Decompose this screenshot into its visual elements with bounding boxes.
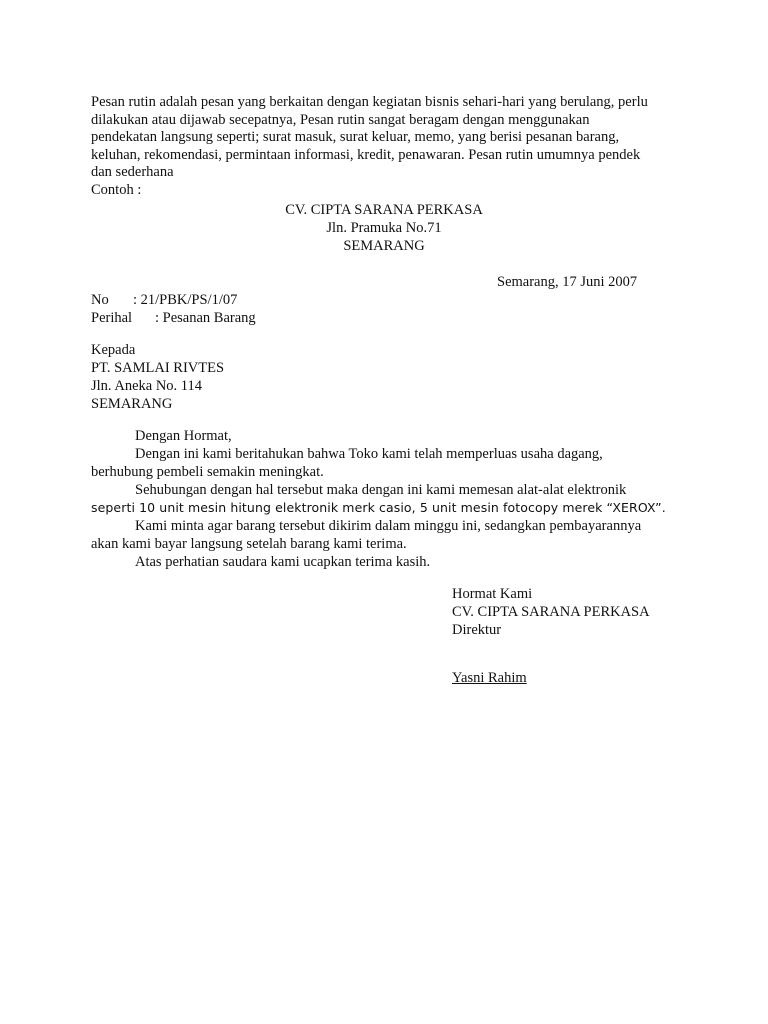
letter-subject-row (91, 309, 256, 327)
body-closing-line: Atas perhatian saudara kami ucapkan terima kasih. (135, 554, 431, 570)
signature-closing: Hormat Kami (452, 586, 533, 602)
letter-number-row (91, 291, 237, 309)
recipient-to-label: Kepada (91, 342, 136, 358)
intro-line: keluhan, rekomendasi, permintaan informasi, kredit, penawaran. Pesan rutin umumnya pendek (91, 146, 641, 163)
intro-line: pendekatan langsung seperti; surat masuk, surat keluar, memo, yang berisi pesanan barang, (91, 129, 620, 146)
signature-name: Yasni Rahim (452, 670, 527, 686)
body-line: Sehubungan dengan hal tersebut maka dengan ini kami memesan alat-alat elektronik (135, 482, 627, 498)
example-label: Contoh : (91, 181, 142, 198)
recipient-name: PT. SAMLAI RIVTES (91, 360, 225, 376)
body-line: Kami minta agar barang tersebut dikirim dalam minggu ini, sedangkan pembayarannya (135, 518, 642, 534)
letter-date: Semarang, 17 Juni 2007 (497, 274, 638, 290)
intro-paragraph (91, 94, 681, 200)
body-line: berhubung pembeli semakin meningkat. (91, 464, 324, 480)
intro-line: dilakukan atau dijawab secepatnya, Pesan rutin sangat beragam dengan menggunakan (91, 111, 590, 128)
body-line: seperti 10 unit mesin hitung elektronik merk casio, 5 unit mesin fotocopy merek “XEROX”. (91, 500, 666, 515)
letterhead-company: CV. CIPTA SARANA PERKASA (285, 202, 483, 218)
signature-title: Direktur (452, 622, 502, 638)
letter-number-label: No (91, 292, 109, 308)
letter-subject-label: Perihal (91, 310, 133, 326)
signature-company: CV. CIPTA SARANA PERKASA (452, 604, 650, 620)
letter-number-value: : 21/PBK/PS/1/07 (133, 292, 238, 308)
letterhead-city: SEMARANG (343, 238, 425, 254)
body-greeting: Dengan Hormat, (135, 428, 232, 444)
letterhead-street: Jln. Pramuka No.71 (326, 220, 442, 236)
recipient-city: SEMARANG (91, 396, 173, 412)
recipient-street: Jln. Aneka No. 114 (91, 378, 203, 394)
body-line: Dengan ini kami beritahukan bahwa Toko kami telah memperluas usaha dagang, (135, 446, 603, 462)
intro-line: dan sederhana (91, 164, 174, 181)
letter-subject-value: : Pesanan Barang (155, 310, 256, 326)
intro-line: Pesan rutin adalah pesan yang berkaitan dengan kegiatan bisnis sehari-hari yang berulang, perlu (91, 94, 648, 110)
body-line: akan kami bayar langsung setelah barang kami terima. (91, 536, 407, 552)
